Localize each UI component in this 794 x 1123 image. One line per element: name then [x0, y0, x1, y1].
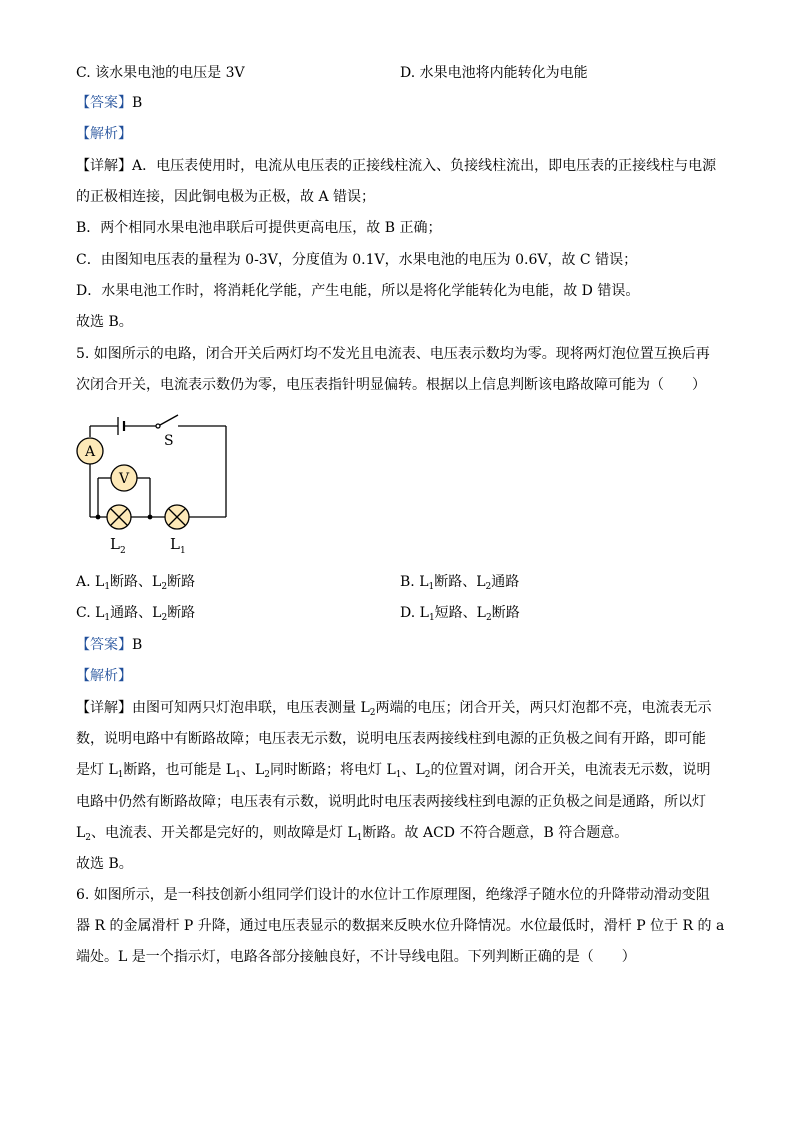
detail-sub: 2 — [369, 708, 376, 718]
opt-sub: 2 — [161, 613, 168, 623]
opt-text: A. L — [76, 574, 105, 590]
q4-detail-line-2: 的正极相连接，因此铜电极为正极，故 A 错误； — [76, 189, 376, 205]
opt-text: 断路 — [167, 574, 196, 590]
detail-text: 由图可知两只灯泡串联，电压表测量 L — [132, 700, 370, 716]
detail-text: 的位置对调，闭合开关，电流表无示数，说明 — [430, 762, 711, 778]
detail-text: 两端的电压；闭合开关，两只灯泡都不亮，电流表无示 — [375, 700, 712, 716]
opt-sub: 1 — [428, 613, 435, 623]
bracket-close: 】 — [118, 158, 132, 174]
q5-option-d — [400, 604, 520, 622]
q5-stem-line-2: 次闭合开关，电流表示数仍为零，电压表指针明显偏转。根据以上信息判断该电路故障可能为（ ） — [76, 377, 706, 393]
q5-answer — [76, 636, 726, 654]
q5-detail-line-5 — [76, 824, 726, 842]
q5-detail-line-3 — [76, 761, 726, 779]
opt-text: 断路、L — [434, 574, 486, 590]
q4-option-d: D. 水果电池将内能转化为电能 — [400, 65, 588, 81]
opt-text: 通路 — [491, 574, 520, 590]
lamp-l1-label: L — [170, 535, 180, 553]
q4-detail-line-3: B．两个相同水果电池串联后可提供更高电压，故 B 正确； — [76, 220, 442, 236]
opt-sub: 1 — [104, 613, 111, 623]
opt-text: 断路 — [167, 605, 196, 621]
opt-text: C. L — [76, 605, 105, 621]
detail-text: 断路。故 ACD 不符合题意，B 符合题意。 — [362, 825, 629, 841]
detail-sub: 1 — [395, 770, 402, 780]
answer-label: 答案 — [90, 95, 118, 111]
detail-label: 详解 — [90, 700, 118, 716]
q4-detail-line-4: C．由图知电压表的量程为 0-3V，分度值为 0.1V，水果电池的电压为 0.6V，故 C 错误； — [76, 252, 638, 268]
analysis-label: 解析 — [90, 126, 118, 142]
opt-text: 通路、L — [110, 605, 162, 621]
q4-answer — [76, 94, 726, 112]
q6-stem-line-2: 器 R 的金属滑杆 P 升降，通过电压表显示的数据来反映水位升降情况。水位最低时，滑杆 P 位于 R 的 a — [76, 918, 725, 934]
detail-text: A．电压表使用时，电流从电压表的正接线柱流入、负接线柱流出，即电压表的正接线柱与电源 — [132, 158, 717, 174]
answer-value: B — [132, 637, 143, 653]
opt-sub: 2 — [485, 613, 492, 623]
q4-conclusion: 故选 B。 — [76, 314, 133, 330]
lamp-l2-subscript: 2 — [120, 546, 126, 556]
detail-text: 、L — [401, 762, 425, 778]
answer-value: B — [132, 95, 143, 111]
q4-detail-line-5: D．水果电池工作时，将消耗化学能，产生电能，所以是将化学能转化为电能，故 D 错误。 — [76, 283, 640, 299]
bracket-close: 】 — [118, 95, 132, 111]
detail-sub: 2 — [264, 770, 270, 780]
detail-text: L — [76, 825, 86, 841]
opt-sub: 1 — [104, 582, 111, 592]
q5-detail-line-1 — [76, 699, 726, 717]
switch-pivot — [156, 424, 160, 428]
detail-sub: 1 — [117, 770, 124, 780]
bracket-close: 】 — [118, 126, 132, 142]
q4-detail-line-1 — [76, 157, 726, 175]
switch-blade — [160, 415, 178, 425]
answer-label: 答案 — [90, 637, 118, 653]
bracket-close: 】 — [118, 668, 132, 684]
opt-text: 断路、L — [110, 574, 162, 590]
bracket-open: 【 — [76, 700, 90, 716]
q5-analysis-heading — [76, 667, 726, 685]
detail-sub: 1 — [235, 770, 241, 780]
q5-conclusion: 故选 B。 — [76, 856, 133, 872]
opt-text: B. L — [400, 574, 429, 590]
bracket-open: 【 — [76, 668, 90, 684]
q5-stem-line-1: 5. 如图所示的电路，闭合开关后两灯均不发光且电流表、电压表示数均为零。现将两灯泡位置互换后再 — [76, 346, 710, 362]
q5-option-b — [400, 573, 519, 591]
detail-sub: 2 — [424, 770, 431, 780]
detail-text: 是灯 L — [76, 762, 118, 778]
bracket-open: 【 — [76, 95, 90, 111]
junction-dot-left — [96, 515, 101, 520]
circuit-diagram — [70, 405, 240, 557]
q5-detail-line-2: 数，说明电路中有断路故障；电压表无示数，说明电压表两接线柱到电源的正负极之间有开路，即可能 — [76, 731, 706, 747]
detail-text: 、L — [240, 762, 265, 778]
lamp-l1-subscript: 1 — [180, 546, 186, 556]
ammeter-label: A — [84, 444, 96, 460]
bracket-close: 】 — [118, 637, 132, 653]
opt-sub: 1 — [428, 582, 435, 592]
bracket-open: 【 — [76, 637, 90, 653]
bracket-open: 【 — [76, 158, 90, 174]
bracket-open: 【 — [76, 126, 90, 142]
opt-sub: 2 — [161, 582, 168, 592]
detail-sub: 1 — [356, 833, 363, 843]
detail-label: 详解 — [90, 158, 118, 174]
switch-label: S — [164, 433, 174, 449]
lamp-l2-label: L — [110, 535, 120, 553]
q4-analysis-heading — [76, 125, 726, 143]
opt-text: D. L — [400, 605, 429, 621]
detail-sub: 2 — [85, 833, 92, 843]
bracket-close: 】 — [118, 700, 132, 716]
detail-text: 断路，也可能是 L — [123, 762, 236, 778]
q6-stem-line-1: 6. 如图所示，是一科技创新小组同学们设计的水位计工作原理图，绝缘浮子随水位的升降带动滑动变阻 — [76, 887, 710, 903]
opt-text: 断路 — [491, 605, 520, 621]
opt-text: 短路、L — [434, 605, 486, 621]
q4-option-c: C. 该水果电池的电压是 3V — [76, 65, 245, 81]
detail-text: 同时断路；将电灯 L — [270, 762, 396, 778]
q5-detail-line-4: 电路中仍然有断路故障；电压表有示数，说明此时电压表两接线柱到电源的正负极之间是通路，所以灯 — [76, 794, 706, 810]
voltmeter-label: V — [118, 471, 130, 487]
detail-text: 、电流表、开关都是完好的，则故障是灯 L — [91, 825, 357, 841]
q6-stem-line-3: 端处。L 是一个指示灯，电路各部分接触良好，不计导线电阻。下列判断正确的是（ ） — [76, 949, 636, 965]
junction-dot-mid — [148, 515, 153, 520]
analysis-label: 解析 — [90, 668, 118, 684]
opt-sub: 2 — [485, 582, 492, 592]
